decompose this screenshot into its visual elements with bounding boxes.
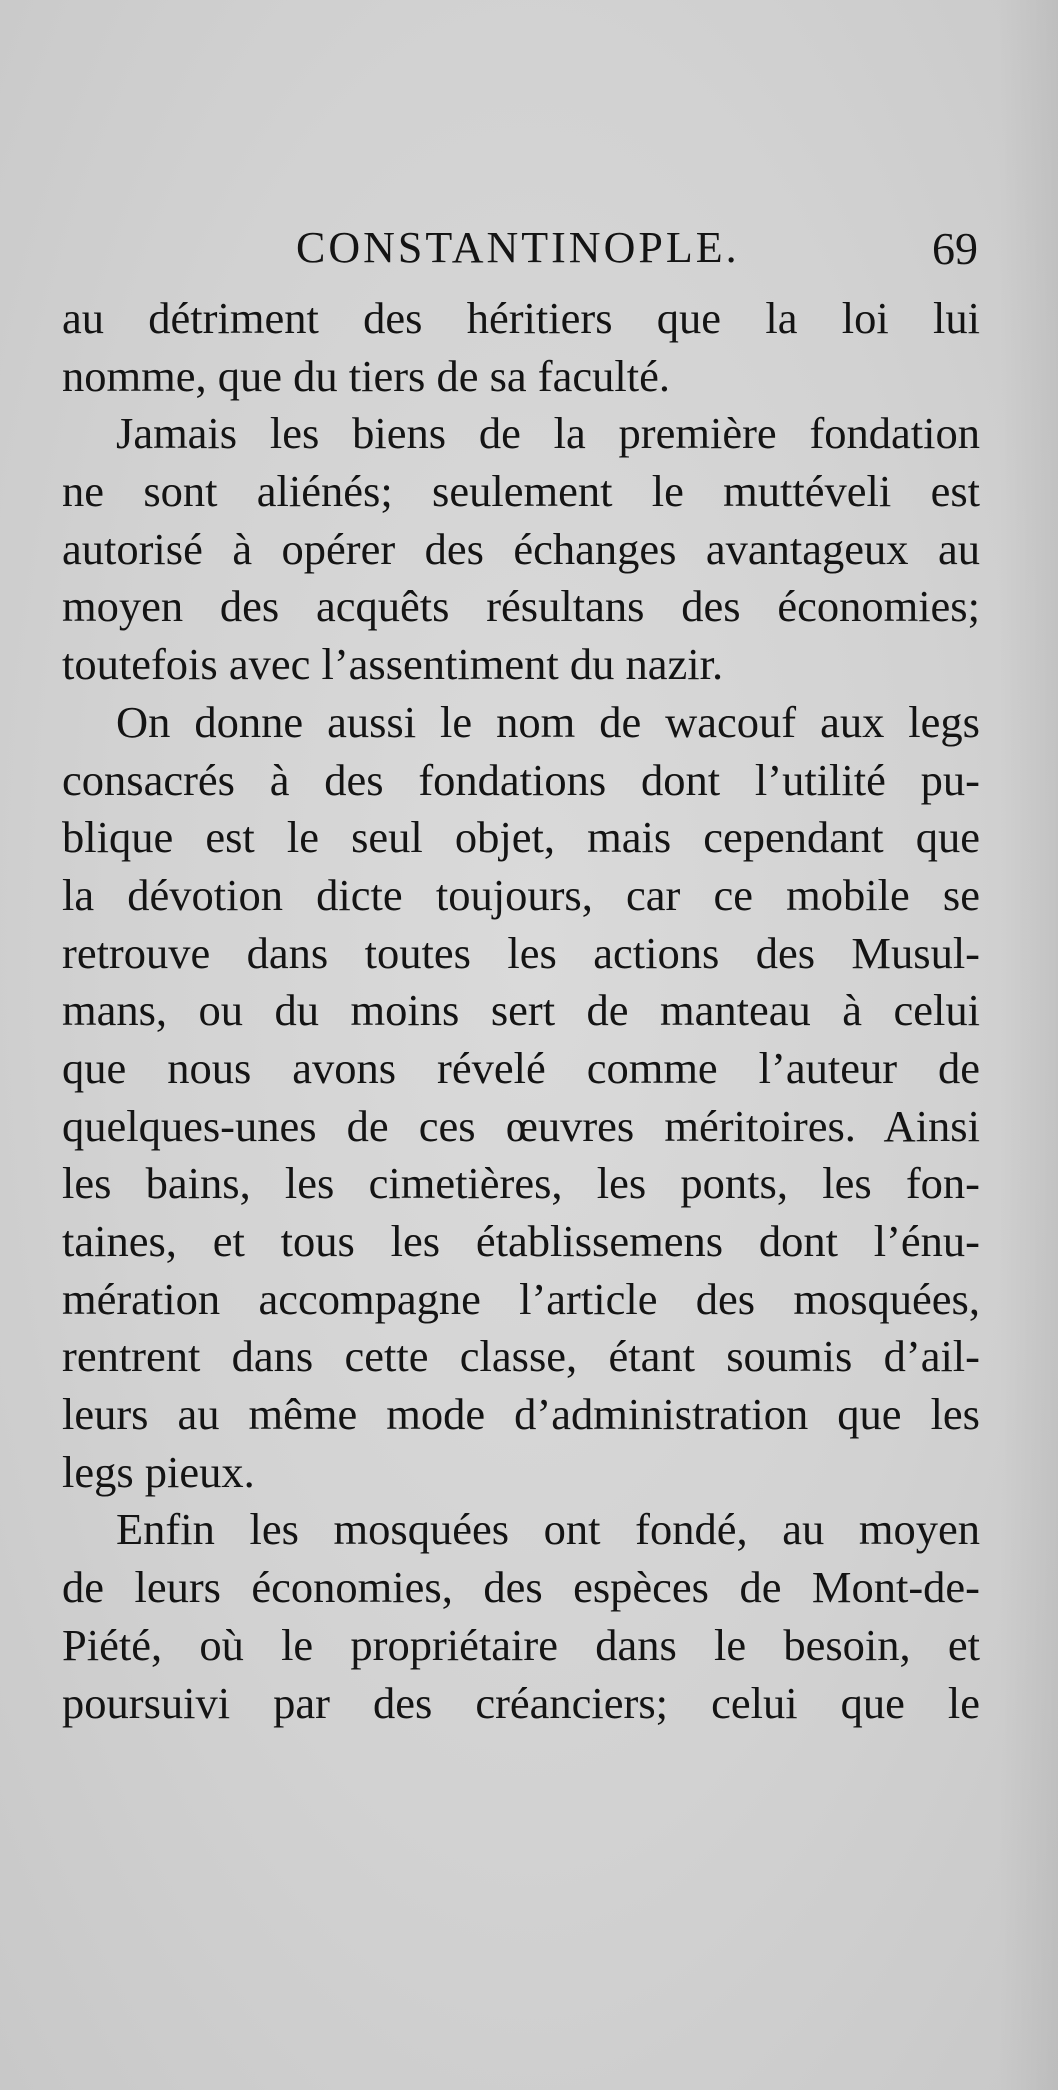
text-line: consacrés à des fondations dont l’utilité pu- — [62, 754, 980, 805]
text-line: ne sont aliénés; seulement le muttéveli est — [62, 466, 980, 517]
paragraph-first-line: Enfin les mosquées ont fondé, au moyen — [116, 1504, 980, 1555]
paragraph-first-line: On donne aussi le nom de wacouf aux legs — [116, 696, 980, 747]
running-head — [296, 222, 996, 278]
text-line: blique est le seul objet, mais cependant que — [62, 812, 980, 863]
text-line: leurs au même mode d’administration que les — [62, 1389, 980, 1440]
page-edge-shadow — [998, 0, 1058, 2090]
text-line: mans, ou du moins sert de manteau à celui — [62, 985, 980, 1036]
text-line: nomme, que du tiers de sa faculté. — [62, 350, 670, 401]
text-line: legs pieux. — [62, 1446, 255, 1497]
text-line: toutefois avec l’assentiment du nazir. — [62, 639, 724, 690]
page-number: 69 — [932, 223, 978, 274]
text-line: taines, et tous les établissemens dont l’énu- — [62, 1216, 980, 1266]
text-line: retrouve dans toutes les actions des Musul- — [62, 927, 980, 978]
text-line: moyen des acquêts résultans des économies; — [62, 581, 980, 632]
text-line: que nous avons révelé comme l’auteur de — [62, 1042, 980, 1093]
text-line: Piété, où le propriétaire dans le besoin, et — [62, 1619, 980, 1670]
text-line: la dévotion dicte toujours, car ce mobile se — [62, 869, 980, 920]
text-line: au détriment des héritiers que la loi lui — [62, 293, 980, 343]
running-title: CONSTANTINOPLE. — [296, 223, 740, 272]
text-line: quelques-unes de ces œuvres méritoires. Ainsi — [62, 1100, 980, 1151]
text-line: autorisé à opérer des échanges avantageux au — [62, 523, 980, 574]
paragraph-first-line: Jamais les biens de la première fondation — [116, 408, 980, 459]
text-line: poursuivi par des créanciers; celui que le — [62, 1677, 980, 1728]
text-line: les bains, les cimetières, les ponts, les fon- — [62, 1158, 980, 1209]
text-line: mération accompagne l’article des mosquées, — [62, 1273, 980, 1324]
text-line: de leurs économies, des espèces de Mont-de- — [62, 1562, 980, 1613]
body-text — [62, 290, 980, 1732]
text-line: rentrent dans cette classe, étant soumis d’ail- — [62, 1331, 980, 1382]
